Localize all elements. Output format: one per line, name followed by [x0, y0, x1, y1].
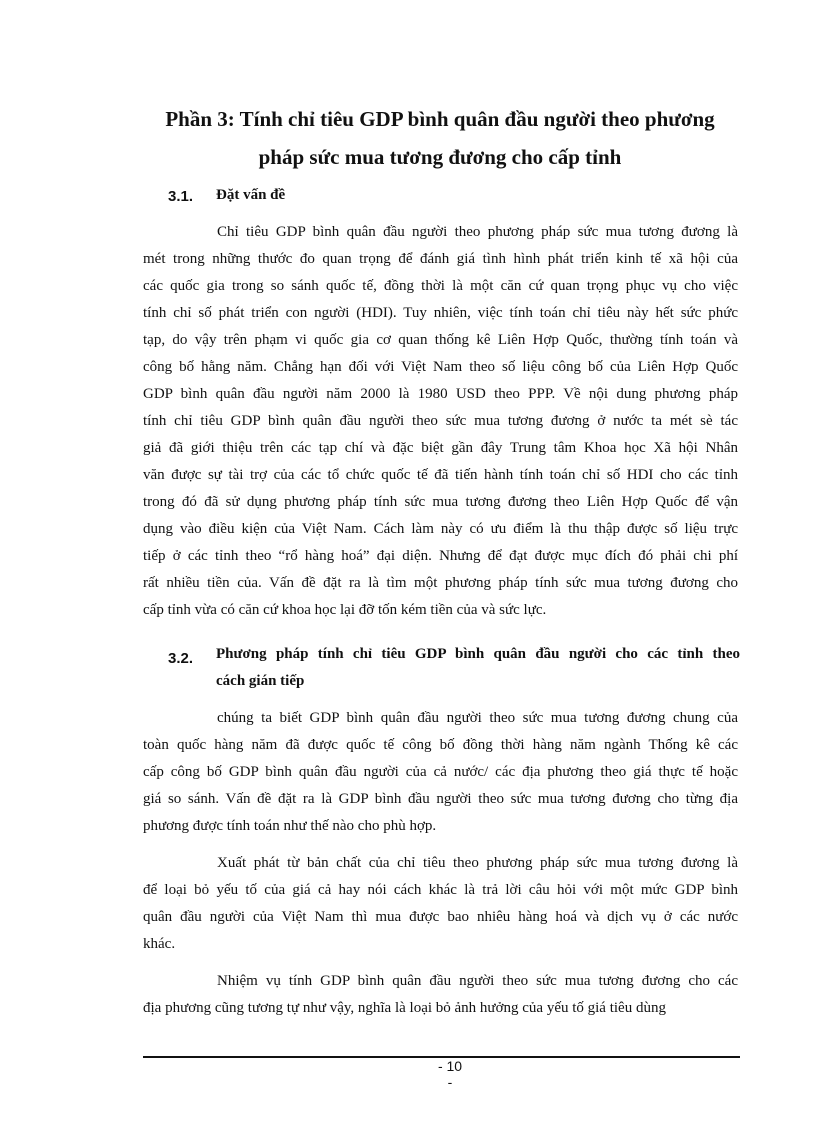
paragraph-line: giá so sánh. Vấn đề đặt ra là GDP bình đầu người theo sức mua tương đương cho từng địa: [143, 791, 738, 807]
paragraph-line: trong đó đã sử dụng phương pháp tính sức mua tương đương theo Liên Hợp Quốc để vận: [143, 494, 738, 510]
paragraph-line: chúng ta biết GDP bình quân đầu người theo sức mua tương đương chung của: [217, 710, 738, 726]
paragraph-line: GDP bình quân đầu người năm 2000 là 1980 USD theo PPP. Về nội dung phương pháp: [143, 386, 738, 402]
section-heading-line: Đặt vấn đề: [216, 187, 286, 203]
paragraph-line: để loại bỏ yếu tố của giá cả hay nói cách khác là trả lời câu hỏi với một mức GDP bình: [143, 882, 738, 898]
paragraph-line: địa phương cũng tương tự như vậy, nghĩa là loại bỏ ảnh hưởng của yếu tố giá tiêu dùng: [143, 1000, 666, 1016]
paragraph-3-2-2: [143, 850, 738, 958]
page-number-suffix: -: [447, 1074, 453, 1090]
page-number-text: - 10: [437, 1058, 463, 1074]
paragraph-line: Chỉ tiêu GDP bình quân đầu người theo phương pháp sức mua tương đương là: [217, 224, 738, 240]
paragraph-line: Nhiệm vụ tính GDP bình quân đầu người theo sức mua tương đương cho các: [217, 973, 738, 989]
title-line-1: Phần 3: Tính chỉ tiêu GDP bình quân đầu người theo phương: [165, 107, 715, 131]
page-number: [400, 1058, 500, 1090]
paragraph-line: công bố hằng năm. Chẳng hạn đối với Việt Nam theo số liệu công bố của Liên Hợp Quốc: [143, 359, 738, 375]
section-number-3-2: 3.2.: [168, 650, 194, 667]
paragraph-line: quân đầu người của Việt Nam thì mua được bao nhiêu hàng hoá và dịch vụ ở các nước: [143, 909, 738, 925]
paragraph-line: giả đã giới thiệu trên các tạp chí và đặc biệt gần đây Trung tâm Khoa học Xã hội Nhân: [143, 440, 738, 456]
section-number-3-1: 3.1.: [168, 188, 194, 205]
paragraph-line: mét trong những thước đo quan trọng để đánh giá tình hình phát triển kinh tế xã hội của: [143, 251, 738, 267]
paragraph-line: dụng vào điều kiện của Việt Nam. Cách làm này có ưu điểm là thu thập được số liệu trực: [143, 521, 738, 537]
paragraph-3-1: [143, 219, 738, 624]
paragraph-line: Xuất phát từ bản chất của chỉ tiêu theo phương pháp sức mua tương đương là: [217, 855, 738, 871]
paragraph-line: rất nhiều tiền của. Vấn đề đặt ra là tìm một phương pháp tính sức mua tương đương cho: [143, 575, 738, 591]
paragraph-line: khác.: [143, 936, 176, 952]
paragraph-3-2-1: [143, 705, 738, 840]
paragraph-line: phương được tính toán như thế nào cho phù hợp.: [143, 818, 437, 834]
paragraph-3-2-3: [143, 968, 738, 1022]
paragraph-line: tính chỉ số phát triển con người (HDI). Tuy nhiên, việc tính toán chỉ tiêu này hết sức phức: [143, 305, 738, 321]
section-heading-3-1: [216, 182, 740, 209]
paragraph-line: cấp tỉnh vừa có căn cứ khoa học lại đỡ tốn kém tiền của và sức lực.: [143, 602, 547, 618]
paragraph-line: văn được sự tài trợ của các tổ chức quốc tế đã tiến hành tính toán chỉ số HDI cho các tỉnh: [143, 467, 738, 483]
title-line-2: pháp sức mua tương đương cho cấp tỉnh: [258, 145, 622, 169]
section-heading-3-2: [216, 641, 740, 695]
paragraph-line: tiếp ở các tỉnh theo “rổ hàng hoá” đại diện. Nhưng để đạt được mục đích đó phải chi phí: [143, 548, 738, 564]
section-heading-line: cách gián tiếp: [216, 673, 305, 689]
section-heading-line: Phương pháp tính chỉ tiêu GDP bình quân đầu người cho các tỉnh theo: [216, 646, 740, 662]
document-title: [130, 100, 750, 176]
paragraph-line: tạp, do vậy trên phạm vi quốc gia cơ quan thống kê Liên Hợp Quốc, thường tính toán và: [143, 332, 738, 348]
paragraph-line: toàn quốc hàng năm đã được quốc tế công bố đồng thời hàng năm ngành Thống kê các: [143, 737, 738, 753]
paragraph-line: các quốc gia trong so sánh quốc tế, đồng thời là một căn cứ quan trọng phục vụ cho việc: [143, 278, 738, 294]
paragraph-line: tính chỉ tiêu GDP bình quân đầu người theo sức mua tương đương ở nước ta mét sè tác: [143, 413, 738, 429]
paragraph-line: cấp công bố GDP bình quân đầu người của cả nước/ các địa phương theo giá thực tế hoặc: [143, 764, 738, 780]
